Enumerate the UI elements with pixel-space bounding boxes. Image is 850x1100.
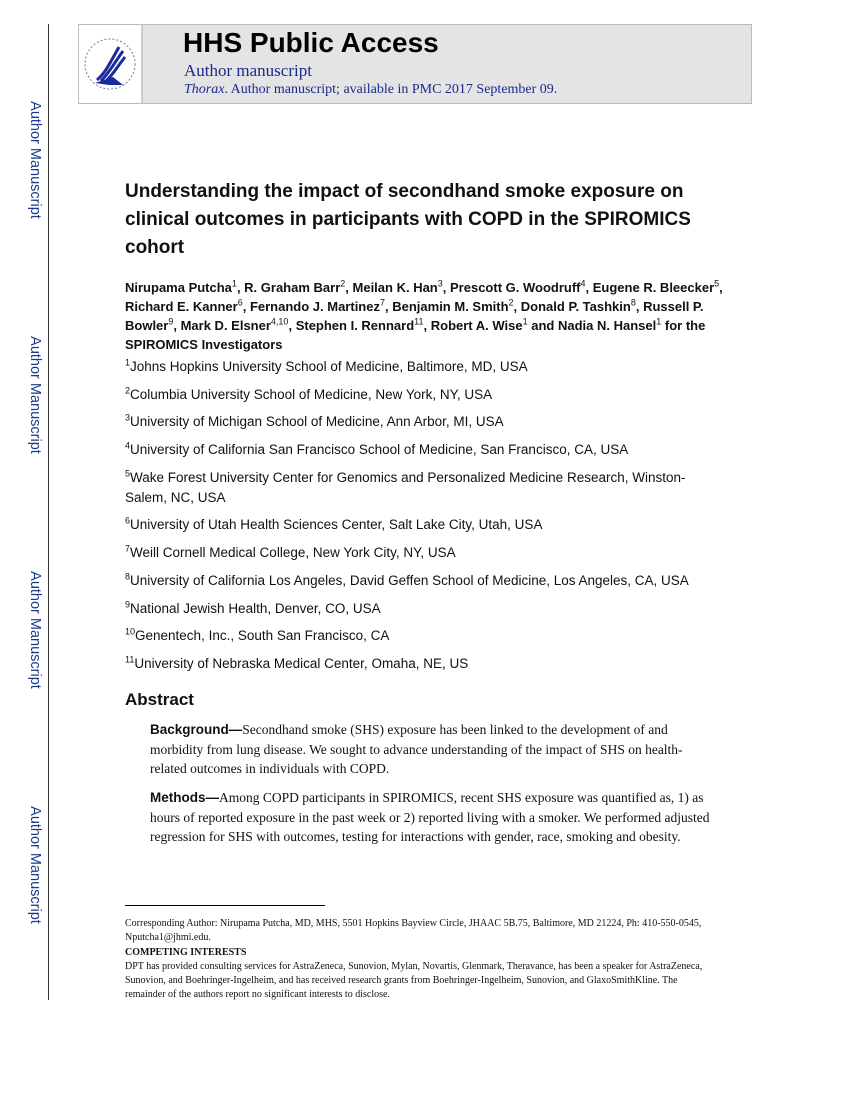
header-title: HHS Public Access <box>183 27 439 58</box>
affiliation-text: Genentech, Inc., South San Francisco, CA <box>135 628 390 644</box>
affiliation-text: Johns Hopkins University School of Medicine, Baltimore, MD, USA <box>130 359 528 374</box>
author-name: Fernando J. Martinez <box>249 299 380 314</box>
affiliation-list <box>125 357 725 682</box>
and-text: and <box>531 318 555 333</box>
author-affiliation-number: 2 <box>340 278 346 289</box>
affiliation-number: 4 <box>125 440 131 451</box>
affiliation <box>125 654 725 674</box>
affiliation <box>125 468 725 508</box>
affiliation-number: 3 <box>125 412 131 423</box>
corresponding-author: Corresponding Author: Nirupama Putcha, MD, MHS, 5501 Hopkins Bayview Circle, JHAAC 5B.75, Baltimore, MD 21224, Ph: 410-550-0545, Nputcha1@jhmi.edu. <box>125 918 702 943</box>
affiliation-number: 7 <box>125 543 131 554</box>
methods-label: Methods— <box>150 790 219 805</box>
author-name: Nadia N. Hansel <box>557 318 657 333</box>
author-name: Eugene R. Bleecker <box>592 280 715 295</box>
author-affiliation-number: 1 <box>522 316 528 327</box>
affiliation-number: 11 <box>125 654 135 665</box>
affiliation <box>125 412 725 432</box>
citation-text: . Author manuscript; available in PMC 2017 September 09. <box>224 82 558 97</box>
author-affiliation-number: 9 <box>168 316 174 327</box>
side-label-text: Author Manuscript <box>27 806 43 924</box>
author-name: Meilan K. Han <box>352 280 438 295</box>
author-name: Richard E. Kanner <box>125 299 238 314</box>
abstract-methods <box>150 788 710 847</box>
affiliation <box>125 515 725 535</box>
affiliation-text: University of Michigan School of Medicine, Ann Arbor, MI, USA <box>130 414 504 430</box>
side-label-text: Author Manuscript <box>27 101 43 219</box>
affiliation-number: 1 <box>125 357 131 368</box>
author-name: Robert A. Wise <box>430 318 523 333</box>
abstract-background <box>150 720 710 779</box>
author-affiliation-number: 6 <box>237 297 243 308</box>
author-affiliation-number: 4 <box>580 278 586 289</box>
affiliation <box>125 599 725 619</box>
affiliation-text: Weill Cornell Medical College, New York City, NY, USA <box>130 545 456 561</box>
affiliation-text: University of Utah Health Sciences Center, Salt Lake City, Utah, USA <box>130 517 543 533</box>
methods-text: Among COPD participants in SPIROMICS, recent SHS exposure was quantified as, 1) as hours of reported exposure in the past week or 2) reported living with a smoker. We performed adjusted regression for SHS with outcomes, testing for interactions with gender, race, smoking and obesity. <box>150 790 710 844</box>
author-affiliation-number: 11 <box>414 316 424 327</box>
author-name: Donald P. Tashkin <box>520 299 631 314</box>
margin-rule <box>48 24 49 1000</box>
affiliation <box>125 626 725 646</box>
affiliation-text: National Jewish Health, Denver, CO, USA <box>130 600 381 616</box>
affiliation-number: 9 <box>125 599 131 609</box>
affiliation <box>125 385 725 405</box>
affiliation <box>125 543 725 563</box>
affiliation-text: Wake Forest University Center for Genomics and Personalized Medicine Research, Winston-Salem, NC, USA <box>125 469 686 505</box>
affiliation-text: University of California San Francisco School of Medicine, San Francisco, CA, USA <box>130 442 629 458</box>
author-affiliation-number: 8 <box>630 297 636 308</box>
header-citation <box>184 82 557 98</box>
affiliation-number: 8 <box>125 571 131 582</box>
hhs-header <box>78 24 752 104</box>
background-label: Background— <box>150 722 243 737</box>
author-name: Mark D. Elsner <box>180 318 271 333</box>
affiliation <box>125 357 725 377</box>
author-affiliation-number: 4,10 <box>270 316 289 327</box>
affiliation-number: 5 <box>125 468 131 479</box>
article-title: Understanding the impact of secondhand smoke exposure on clinical outcomes in participants with COPD in the SPIROMICS cohort <box>125 181 691 258</box>
side-label-text: Author Manuscript <box>27 571 43 689</box>
author-affiliation-number: 3 <box>437 278 443 289</box>
abstract-heading: Abstract <box>125 690 194 709</box>
affiliation-number: 10 <box>125 626 136 637</box>
author-affiliation-number: 1 <box>656 316 662 327</box>
author-list: Nirupama Putcha$^1$, R. Graham Barr$^2$, Meilan K. Han$^3$, Prescott G. Woodruff$^4$, Eugene R. Bleecker$^5$, Richard E. Kanner$^6$, Fernando J. Martinez$^7$, Benjamin M. Smith$^2$, Donald P. Tashkin$^8$, Russell P. Bowler$^9$, Mark D. Elsner$^{4,10}$, Stephen I. Rennard$^{11}$, Robert A. Wise$^1$ and Nadia N. Hansel$^1$ for the SPIROMICS Investigators <box>125 278 723 352</box>
hhs-logo-icon <box>79 25 143 103</box>
header-subtitle: Author manuscript <box>184 61 312 80</box>
affiliation-number: 2 <box>125 385 131 396</box>
background-text: Secondhand smoke (SHS) exposure has been linked to the development of and morbidity from lung disease. We sought to advance understanding of the impact of SHS on health-related outcomes in individuals with COPD. <box>150 722 683 776</box>
affiliation-number: 6 <box>125 515 131 526</box>
competing-interests-text: DPT has provided consulting services for AstraZeneca, Sunovion, Mylan, Novartis, Glenmark, Theravance, has been a speaker for AstraZeneca, Sunovion, and Boehringer-Ingelheim, and has received research grants from Boehringer-Ingelheim, Sunovion, and GlaxoSmithKline. The remainder of the authors report no significant interests to disclose. <box>125 961 703 1000</box>
competing-interests-heading: COMPETING INTERESTS <box>125 947 247 958</box>
footnote-rule <box>125 905 325 906</box>
group-name: for the SPIROMICS Investigators <box>125 318 706 352</box>
author-name: Benjamin M. Smith <box>392 299 509 314</box>
author-name: Nirupama Putcha <box>125 280 232 295</box>
affiliation <box>125 571 725 591</box>
author-affiliation-number: 5 <box>714 278 720 289</box>
author-name: R. Graham Barr <box>244 280 341 295</box>
author-name: Prescott G. Woodruff <box>450 280 581 295</box>
affiliation <box>125 440 725 460</box>
affiliation-text: Columbia University School of Medicine, New York, NY, USA <box>130 386 493 402</box>
author-affiliation-number: 7 <box>379 297 385 308</box>
side-label-text: Author Manuscript <box>27 336 43 454</box>
affiliation-text: University of Nebraska Medical Center, Omaha, NE, US <box>134 655 469 671</box>
author-affiliation-number: 1 <box>231 278 237 289</box>
affiliation-text: University of California Los Angeles, David Geffen School of Medicine, Los Angeles, CA, USA <box>130 572 689 588</box>
journal-name: Thorax <box>184 82 225 97</box>
author-name: Russell P. Bowler <box>125 299 704 333</box>
author-affiliation-number: 2 <box>508 297 514 308</box>
author-name: Stephen I. Rennard <box>295 318 415 333</box>
